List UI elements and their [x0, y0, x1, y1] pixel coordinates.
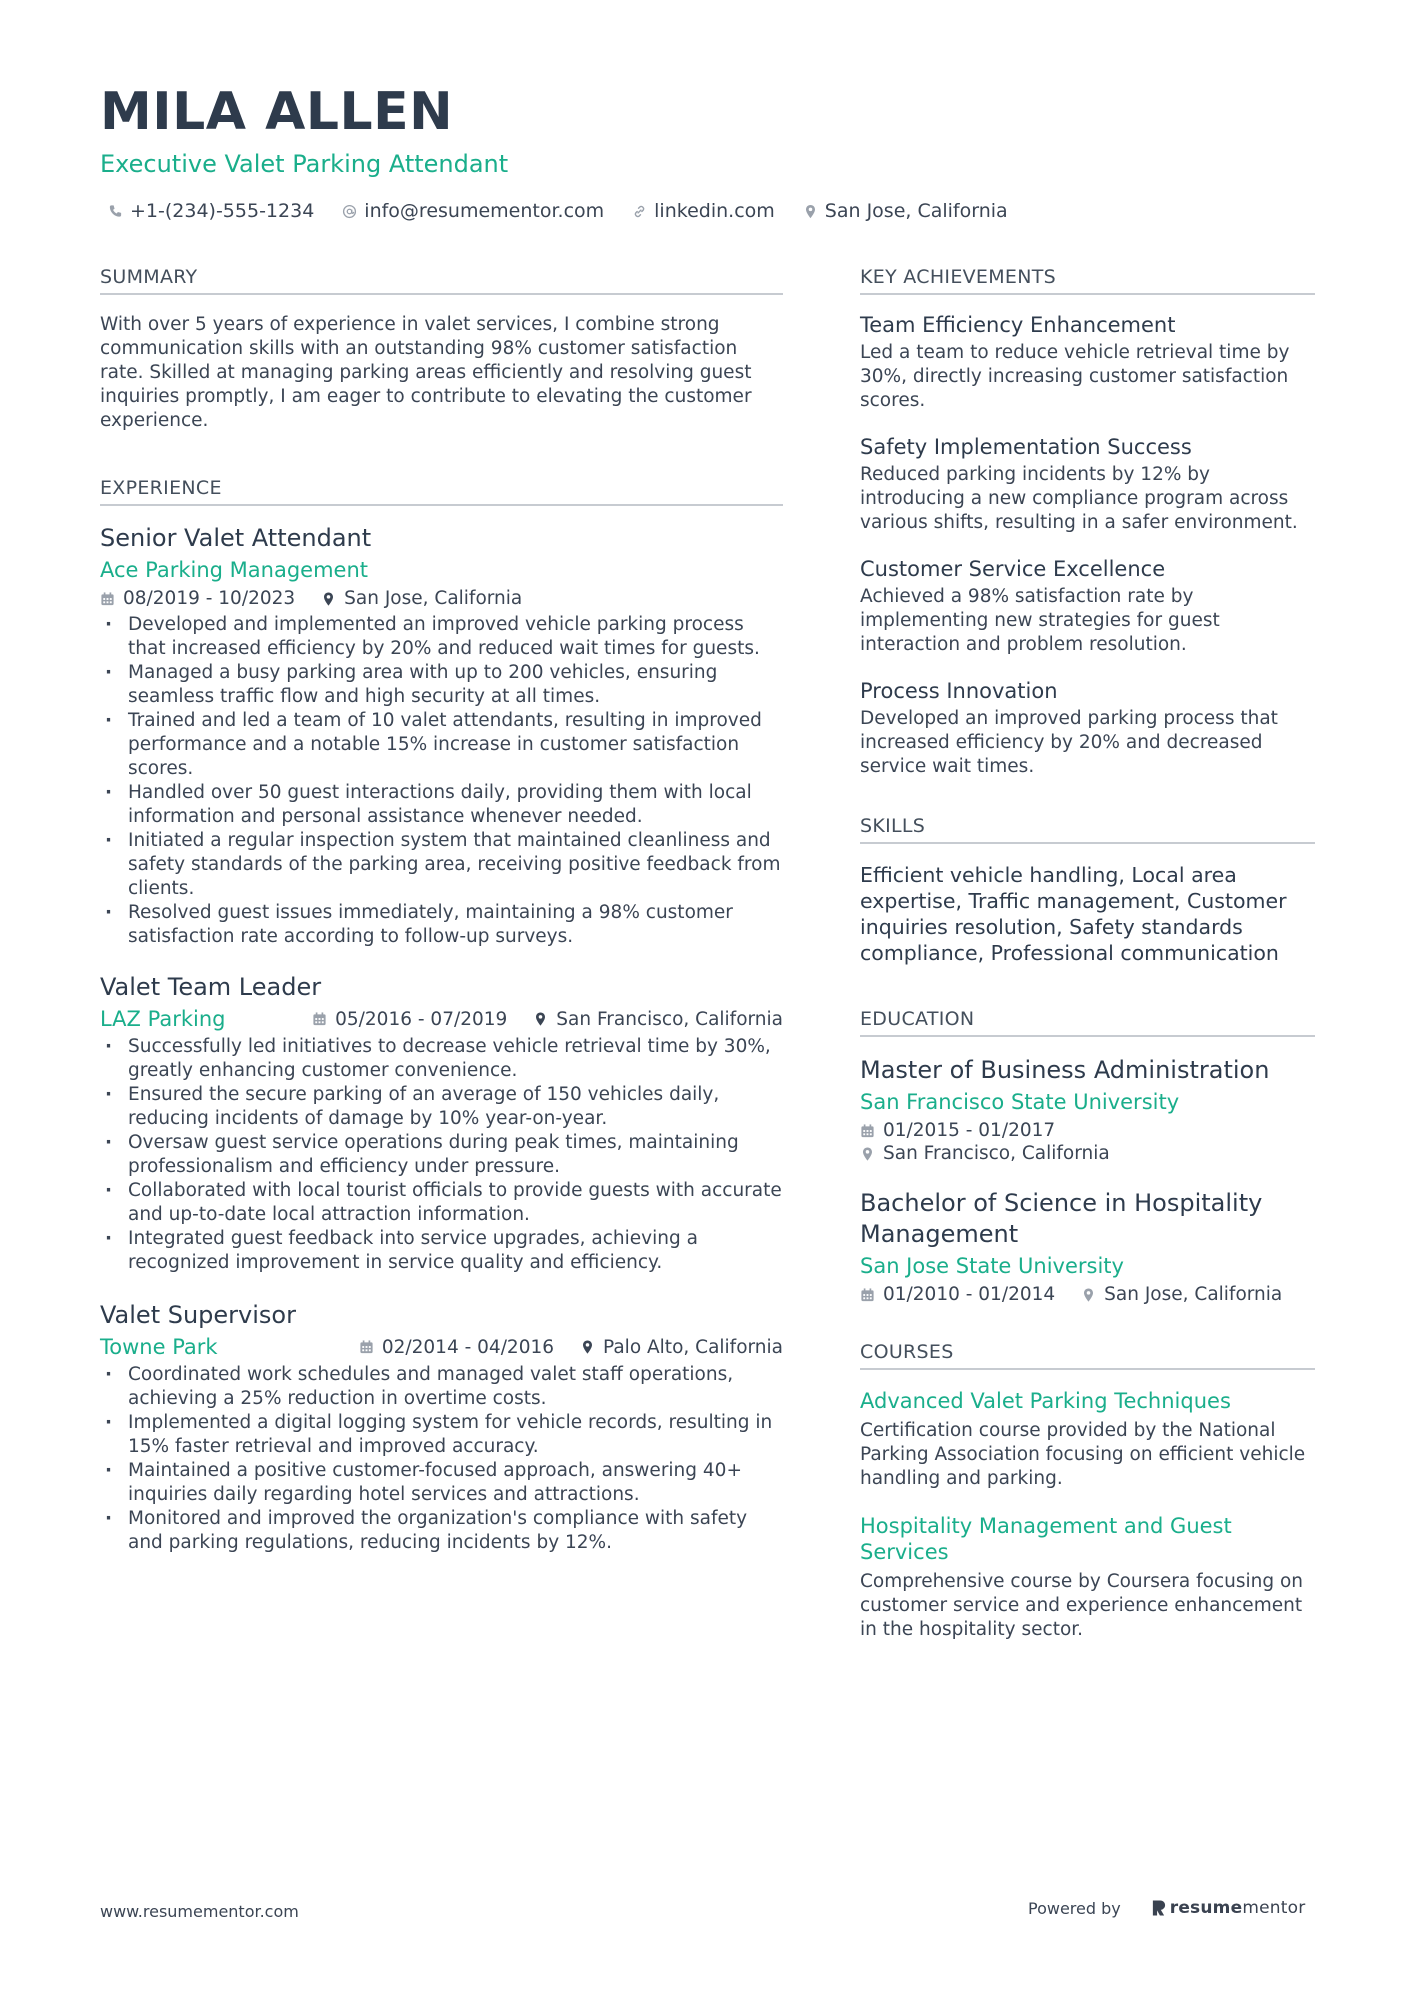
- courses-heading: COURSES: [860, 1341, 1315, 1370]
- list-item: · Monitored and improved the organization's compliance with safety and parking regulations, reducing incidents by 12%.: [100, 1507, 783, 1555]
- list-item: · Coordinated work schedules and managed valet staff operations, achieving a 25% reduction in overtime costs.: [100, 1363, 783, 1411]
- list-item: · Collaborated with local tourist officials to provide guests with accurate and up-to-date local attraction information.: [100, 1179, 783, 1227]
- job-meta: [100, 588, 783, 609]
- email-icon: [342, 204, 357, 219]
- contact-phone[interactable]: [108, 200, 314, 222]
- job-entry: [100, 524, 783, 949]
- education-heading: EDUCATION: [860, 1008, 1315, 1037]
- skills-heading: SKILLS: [860, 815, 1315, 844]
- calendar-icon: [100, 591, 115, 607]
- right-column: [860, 266, 1315, 1664]
- course-desc: Certification course provided by the National Parking Association focusing on efficient vehicle handling and parking.: [860, 1420, 1306, 1489]
- course-title: Hospitality Management and Guest Services: [860, 1514, 1232, 1564]
- experience-heading: EXPERIENCE: [100, 477, 783, 506]
- job-dates-text: 08/2019 - 10/2023: [123, 588, 296, 609]
- education-degree: Bachelor of Science in Hospitality Management: [860, 1189, 1263, 1248]
- brand-bold: resume: [1169, 1898, 1243, 1918]
- job-entry: [100, 1301, 783, 1555]
- candidate-title: Executive Valet Parking Attendant: [100, 150, 509, 178]
- calendar-icon: [860, 1123, 875, 1139]
- education-dates: [860, 1284, 1055, 1305]
- education-dates-text: 01/2015 - 01/2017: [883, 1120, 1056, 1141]
- job-dates: [312, 1009, 507, 1030]
- job-dates: [359, 1337, 554, 1358]
- location-icon: [533, 1011, 548, 1027]
- achievement-desc: Achieved a 98% satisfaction rate by implementing new strategies for guest interaction and problem resolution.: [860, 586, 1220, 655]
- education-location: [1081, 1284, 1282, 1305]
- brand-logo[interactable]: [1151, 1898, 1306, 1918]
- experience-section: [100, 477, 783, 1555]
- achievement-title: Process Innovation: [860, 679, 1058, 703]
- achievement-title: Safety Implementation Success: [860, 435, 1192, 459]
- achievement-title: Team Efficiency Enhancement: [860, 313, 1176, 337]
- phone-text: +1-(234)-555-1234: [130, 200, 315, 222]
- job-bullets: [100, 1035, 783, 1275]
- education-item: [860, 1055, 1315, 1164]
- skills-section: [860, 815, 1315, 966]
- job-title: Senior Valet Attendant: [100, 524, 372, 552]
- education-location-inner: [860, 1143, 1110, 1164]
- education-location: [860, 1143, 1315, 1164]
- achievement-desc: Developed an improved parking process that increased efficiency by 20% and decreased service wait times.: [860, 708, 1278, 777]
- job-company: Ace Parking Management: [100, 558, 369, 582]
- calendar-icon: [312, 1011, 327, 1027]
- left-column: [100, 266, 783, 1569]
- list-item: · Handled over 50 guest interactions daily, providing them with local information and personal assistance whenever needed.: [100, 781, 783, 829]
- job-bullets: [100, 613, 783, 949]
- education-school: San Francisco State University: [860, 1090, 1180, 1114]
- contact-bar: [108, 200, 1008, 222]
- phone-icon: [108, 204, 123, 219]
- education-dates-text: 01/2010 - 01/2014: [883, 1284, 1056, 1305]
- job-dates-text: 02/2014 - 04/2016: [381, 1336, 555, 1358]
- achievements-section: [860, 266, 1315, 779]
- education-meta: [860, 1284, 1315, 1305]
- job-location-text: San Jose, California: [344, 588, 523, 609]
- education-dates-inner: [860, 1120, 1055, 1141]
- brand-logo-icon: [1151, 1899, 1166, 1917]
- course-item: [860, 1388, 1315, 1491]
- calendar-icon: [860, 1287, 875, 1303]
- achievement-desc: Reduced parking incidents by 12% by introducing a new compliance program across various shifts, resulting in a safer environment.: [860, 464, 1298, 533]
- job-meta: [359, 1337, 783, 1358]
- achievement-title: Customer Service Excellence: [860, 557, 1166, 581]
- course-desc: Comprehensive course by Coursera focusing on customer service and experience enhancement in the hospitality sector.: [860, 1571, 1304, 1640]
- job-meta: [312, 1009, 783, 1030]
- list-item: · Developed and implemented an improved vehicle parking process that increased efficiency by 20% and reduced wait times for guests.: [100, 613, 783, 661]
- list-item: · Implemented a digital logging system for vehicle records, resulting in 15% faster retrieval and improved accuracy.: [100, 1411, 783, 1459]
- list-item: · Trained and led a team of 10 valet attendants, resulting in improved performance and a notable 15% increase in customer satisfaction scores.: [100, 709, 783, 781]
- footer-powered: [1028, 1898, 1305, 1918]
- link-icon: [632, 204, 647, 219]
- education-degree: Master of Business Administration: [860, 1056, 1270, 1084]
- list-item: · Resolved guest issues immediately, maintaining a 98% customer satisfaction rate according to follow-up surveys.: [100, 901, 783, 949]
- candidate-name: MILA ALLEN: [100, 82, 454, 142]
- course-item: [860, 1513, 1315, 1642]
- summary-text: With over 5 years of experience in valet services, I combine strong communication skills with an outstanding 98% customer satisfaction rate. Skilled at managing parking areas efficiently and resolving guest inquiries promptly, I am eager to contribute to elevating the customer experience.: [100, 314, 752, 431]
- job-company-row: [100, 1007, 783, 1031]
- location-text: San Jose, California: [824, 200, 1008, 222]
- email-text: info@resumementor.com: [364, 200, 605, 222]
- summary-section: [100, 266, 783, 433]
- calendar-icon: [359, 1339, 374, 1355]
- education-school: San Jose State University: [860, 1254, 1124, 1278]
- list-item: · Ensured the secure parking of an average of 150 vehicles daily, reducing incidents of damage by 10% year-on-year.: [100, 1083, 783, 1131]
- job-dates: [100, 588, 295, 609]
- list-item: · Integrated guest feedback into service upgrades, achieving a recognized improvement in service quality and efficiency.: [100, 1227, 783, 1275]
- location-icon: [803, 204, 818, 219]
- achievement-desc: Led a team to reduce vehicle retrieval time by 30%, directly increasing customer satisfaction scores.: [860, 342, 1290, 411]
- education-location-text: San Francisco, California: [883, 1143, 1110, 1164]
- job-location: [580, 1337, 783, 1358]
- job-dates-text: 05/2016 - 07/2019: [335, 1008, 508, 1030]
- footer-website[interactable]: www.resumementor.com: [100, 1902, 299, 1921]
- location-icon: [860, 1146, 875, 1162]
- list-item: · Initiated a regular inspection system that maintained cleanliness and safety standards of the parking area, receiving positive feedback from clients.: [100, 829, 783, 901]
- linkedin-text: linkedin.com: [654, 200, 775, 222]
- achievement-item: [860, 557, 1315, 657]
- job-title: Valet Supervisor: [100, 1301, 296, 1329]
- contact-location: [803, 200, 1008, 222]
- job-location: [321, 588, 522, 609]
- education-item: [860, 1188, 1315, 1305]
- location-icon: [580, 1339, 595, 1355]
- job-company: Towne Park: [100, 1335, 218, 1359]
- job-company: LAZ Parking: [100, 1007, 226, 1031]
- brand-thin: mentor: [1242, 1898, 1306, 1918]
- education-location-text: San Jose, California: [1104, 1284, 1283, 1305]
- job-location-text: Palo Alto, California: [603, 1336, 783, 1358]
- skills-text: Efficient vehicle handling, Local area expertise, Traffic management, Customer inquiries resolution, Safety standards compliance, Professional communication: [860, 863, 1287, 965]
- list-item: · Oversaw guest service operations during peak times, maintaining professionalism and efficiency under pressure.: [100, 1131, 783, 1179]
- powered-by-text: Powered by: [1028, 1898, 1121, 1918]
- contact-linkedin[interactable]: [632, 200, 775, 222]
- location-icon: [321, 591, 336, 607]
- summary-heading: SUMMARY: [100, 266, 783, 295]
- course-title: Advanced Valet Parking Techniques: [860, 1389, 1231, 1413]
- achievements-heading: KEY ACHIEVEMENTS: [860, 266, 1315, 295]
- job-title: Valet Team Leader: [100, 973, 322, 1001]
- job-location: [533, 1009, 783, 1030]
- list-item: · Managed a busy parking area with up to 200 vehicles, ensuring seamless traffic flow and high security at all times.: [100, 661, 783, 709]
- courses-section: [860, 1341, 1315, 1642]
- job-location-text: San Francisco, California: [556, 1008, 783, 1030]
- job-company-row: [100, 1335, 783, 1359]
- achievement-item: [860, 435, 1315, 535]
- location-icon: [1081, 1287, 1096, 1303]
- job-entry: [100, 973, 783, 1275]
- achievement-item: [860, 313, 1315, 413]
- contact-email[interactable]: [342, 200, 604, 222]
- education-section: [860, 1008, 1315, 1305]
- achievement-item: [860, 679, 1315, 779]
- job-bullets: [100, 1363, 783, 1555]
- education-dates: [860, 1120, 1315, 1141]
- list-item: · Maintained a positive customer-focused approach, answering 40+ inquiries daily regarding hotel services and attractions.: [100, 1459, 783, 1507]
- list-item: · Successfully led initiatives to decrease vehicle retrieval time by 30%, greatly enhancing customer convenience.: [100, 1035, 783, 1083]
